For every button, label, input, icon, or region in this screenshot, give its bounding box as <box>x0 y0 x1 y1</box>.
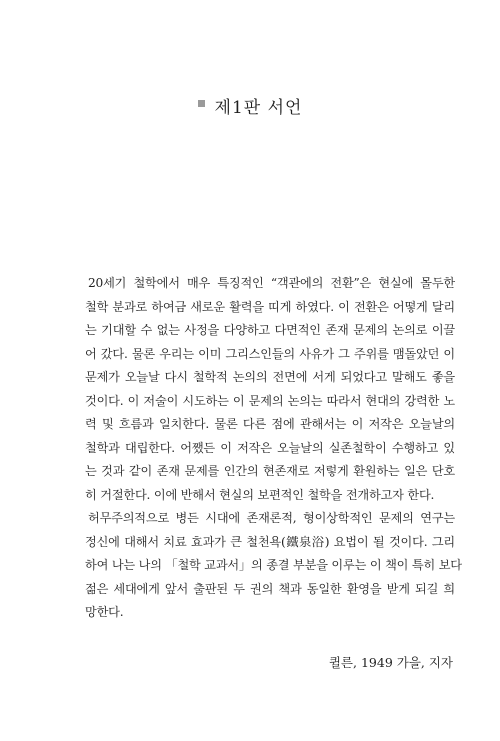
text-line: 문제가 오늘날 다시 철학적 논의의 전면에 서게 되었다고 말해도 좋을 <box>85 370 455 384</box>
text-line: 젊은 세대에게 앞서 출판된 두 권의 책과 동일한 환영을 받게 되길 희 <box>85 581 455 596</box>
text-line: 20세기 철학에서 매우 특징적인 “객관에의 전환”은 현실에 몰두한 <box>88 276 455 290</box>
text-line: 어 갔다. 물론 우리는 이미 그리스인들의 사유가 그 주위를 맴돌았던 이 <box>85 346 455 361</box>
preface-heading <box>0 93 500 118</box>
text-line: 하여 나는 나의 「철학 교과서」의 종결 부분을 이루는 이 책이 특히 보다 <box>85 558 462 572</box>
preface-body <box>85 272 462 625</box>
text-line: 망한다. <box>85 605 124 619</box>
text-line: 철학과 대립한다. 어쨌든 이 저작은 오늘날의 실존철학이 수행하고 있 <box>85 440 455 455</box>
text-line: 히 거절한다. 이에 반해서 현실의 보편적인 철학을 전개하고자 한다. <box>85 487 435 502</box>
text-line: 허무주의적으로 병든 시대에 존재론적, 형이상학적인 문제의 연구는 <box>88 511 455 525</box>
preface-title: 제1판 서언 <box>214 98 303 118</box>
signature-line: 퀼른, 1949 가을, 지자 <box>328 655 453 670</box>
paragraph-2 <box>85 507 462 625</box>
square-bullet-icon <box>198 100 205 107</box>
text-line: 는 기대할 수 없는 사정을 다양하고 다면적인 존재 문제의 논의로 이끌 <box>85 323 455 337</box>
text-line: 는 것과 같이 존재 문제를 인간의 현존재로 저렇게 환원하는 일은 단호 <box>85 464 455 478</box>
text-line: 것이다. 이 저술이 시도하는 이 문제의 논의는 따라서 현대의 강력한 노 <box>85 393 455 408</box>
text-line: 철학 분과로 하여금 새로운 활력을 띠게 하였다. 이 전환은 어떻게 달리 <box>85 299 455 314</box>
text-line: 력 및 흐름과 일치한다. 물론 다른 점에 관해서는 이 저작은 오늘날의 <box>85 417 455 431</box>
paragraph-1 <box>85 272 455 507</box>
text-line: 정신에 대해서 치료 효과가 큰 철천욕(鐵泉浴) 요법이 될 것이다. 그리 <box>85 534 455 549</box>
